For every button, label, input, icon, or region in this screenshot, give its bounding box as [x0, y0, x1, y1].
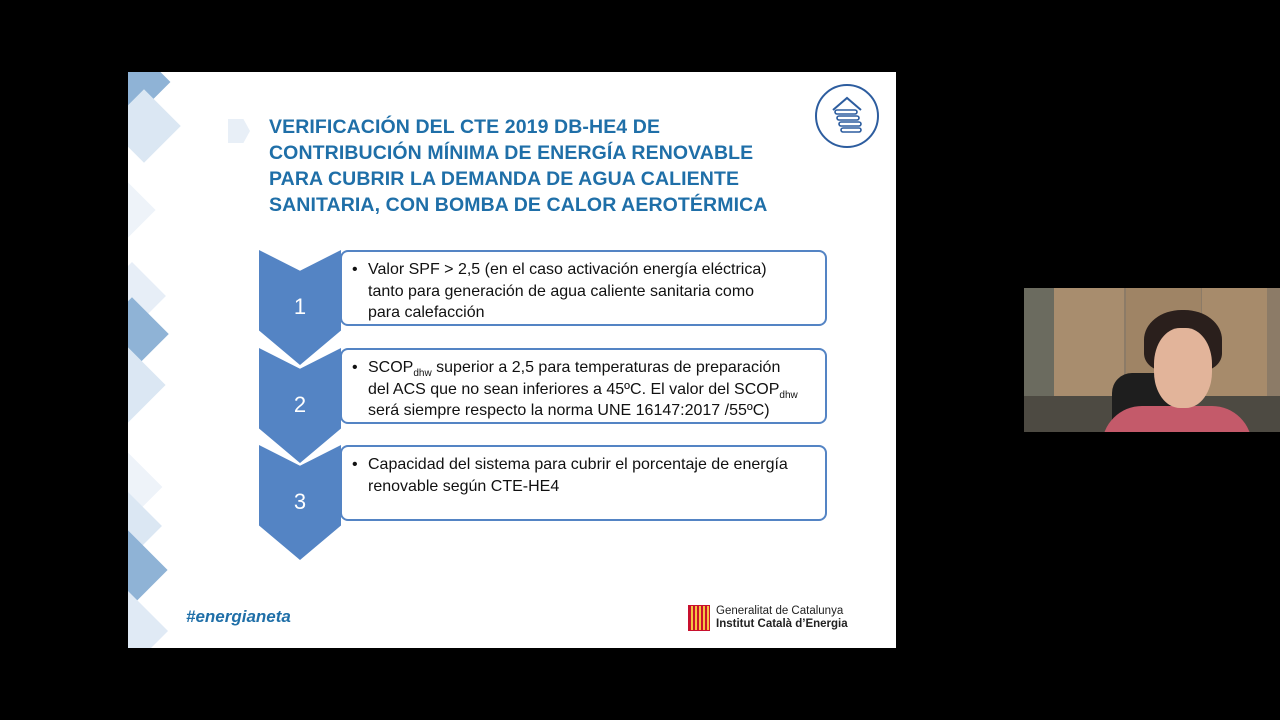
step-box [340, 445, 827, 521]
bullet: • [352, 261, 358, 278]
generalitat-logo [688, 605, 848, 631]
title-marker-icon [228, 119, 250, 143]
bullet: • [352, 456, 358, 473]
step-number: 1 [293, 294, 307, 319]
step-text-line: para calefacción [368, 304, 485, 321]
title-line: CONTRIBUCIÓN MÍNIMA DE ENERGÍA RENOVABLE [269, 142, 754, 164]
step-text-line: Valor SPF > 2,5 (en el caso activación energía eléctrica) [368, 261, 767, 278]
step-text-line: Capacidad del sistema para cubrir el porcentaje de energía [368, 456, 788, 473]
title-line: PARA CUBRIR LA DEMANDA DE AGUA CALIENTE [269, 168, 740, 190]
step-box [340, 250, 827, 326]
step-text-line: del ACS que no sean inferiores a 45ºC. El valor del $SCOP_{dhw}$ [368, 380, 798, 401]
slide-title [269, 114, 859, 218]
title-line: SANITARIA, CON BOMBA DE CALOR AEROTÉRMICA [269, 194, 768, 216]
hashtag: #energianeta [186, 607, 291, 626]
title-line: VERIFICACIÓN DEL CTE 2019 DB-HE4 DE [269, 116, 661, 138]
step-number: 3 [293, 489, 307, 514]
step-number: 2 [293, 392, 307, 417]
decorative-diamond [128, 590, 168, 648]
catalan-flag-icon [688, 605, 710, 631]
decorative-diamond [128, 89, 181, 163]
step-text-line: renovable según CTE-HE4 [368, 477, 560, 495]
step-text-line: será siempre respecto la norma UNE 16147:2017 /55ºC) [368, 402, 770, 419]
webcam-thumbnail [1024, 288, 1280, 432]
logo-line-2: Institut Català d’Energia [716, 618, 848, 630]
step-box [340, 348, 827, 424]
step-text-line: $SCOP_{dhw}$ superior a 2,5 para temperaturas de preparación [368, 359, 781, 379]
logo-line-1: Generalitat de Catalunya [716, 605, 844, 617]
decorative-diamond [128, 170, 156, 249]
presentation-slide [128, 72, 896, 648]
bullet: • [352, 359, 358, 376]
decorative-diamond [128, 345, 166, 424]
house-stack-icon [815, 84, 879, 148]
step-text-line: tanto para generación de agua caliente sanitaria como [368, 282, 755, 300]
